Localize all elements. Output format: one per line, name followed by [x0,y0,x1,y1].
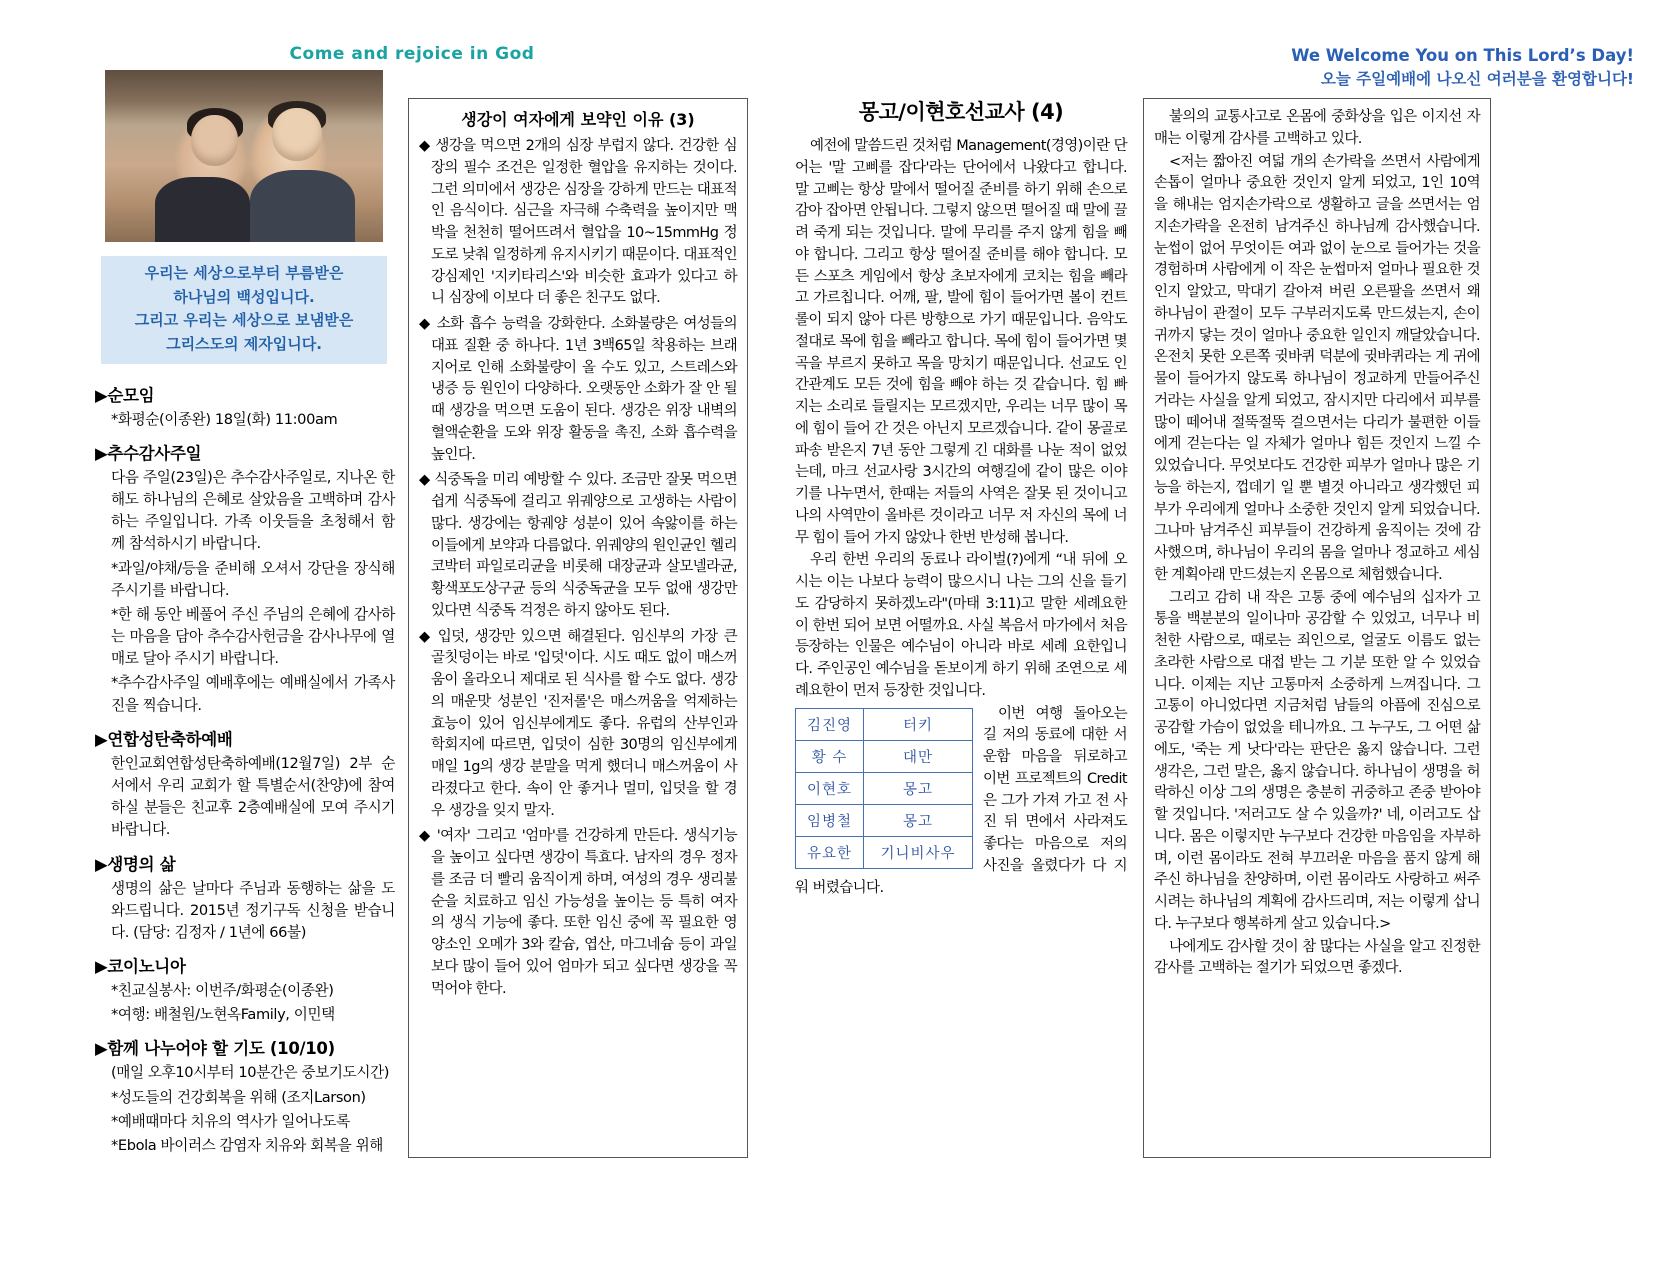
missionary-name: 김진영 [796,708,864,740]
missionary-country: 몽고 [864,772,973,804]
announcement-title: ▶생명의 삶 [95,854,176,874]
announcement-line: *Ebola 바이러스 감염자 치유와 회복을 위해 [111,1136,383,1154]
table-row [796,708,973,740]
missionary-name: 이현호 [796,772,864,804]
announcement-title: ▶코이노니아 [95,957,186,977]
banner-right [1214,44,1634,90]
welcome-line-ko: 오늘 주일예배에 나오신 여러분을 환영합니다! [1320,69,1634,88]
article-ginger-paragraph: ◆ '여자' 그리고 '엄마'를 건강하게 만든다. 생식기능을 높이고 싶다면 생강이 특효다. 남자의 경우 정자를 조금 더 빨리 움직이게 하며, 여성의 경우 생리불순을 치료하고 임신 가능성을 높이는 등 특히 여자의 생식 기능에 좋다. 또한 임신 중에 꼭 필요한 영양소인 오메가 3와 칼슘, 엽산, 마그네슘 등이 과일보다 많이 들어 있어 엄마가 되고 싶다면 생강을 꼭 먹어야 한다. [419,828,737,997]
article-testimony-paragraph: <저는 짧아진 여덟 개의 손가락을 쓰면서 사람에게 손톱이 얼마나 중요한 것인지 알게 되었고, 1인 10역을 해내는 엄지손가락으로 생활하고 글을 쓰면서는 엄지손가락을 온전히 남겨주신 하나님께 감사했습니다. 눈썹이 없어 무엇이든 여과 없이 눈으로 들어가는 것을 경험하며 사람에게 이 작은 눈썹마저 얼마나 필요한 것인지 알았고, 막대기 갈아져 버린 오른팔을 쓰면서 왜 하나님이 관절이 모두 구부러지도록 만드셨는지, 손이 귀까지 닿는 것이 얼마나 중요한 일인지 깨달았습니다. 온전치 못한 오른쪽 귓바퀴 덕분에 귓바퀴라는 게 귀에 물이 들어가지 않도록 하나님이 정교하게 만들어주신 거라는 사실을 알게 되었고, 잠시지만 다리에서 피부를 많이 떼어내 절뚝절뚝 걸으면서는 다리가 불편한 이들에게 걷는다는 일 자체가 얼마나 힘든 것인지 느낄 수 있었습니다. 무엇보다도 건강한 피부가 얼마나 많은 기능을 하는지, 껍데기 일 뿐 별것 아니라고 생각했던 피부가 우리에게 얼마나 소중한 것인지 알게 되었습니다. 그나마 남겨주신 피부들이 건강하게 움직이는 것에 감사했으며, 하나님이 우리의 몸을 얼마나 정교하고 세심한 계획아래 만드셨는지 온몸으로 체험했습니다. [1154,153,1480,583]
announcement-item [95,382,395,431]
announcement-body [111,878,395,945]
verse-line-4: 그리스도의 제자입니다. [166,335,322,354]
missionary-name: 황 수 [796,740,864,772]
announcement-line: (매일 오후10시부터 10분간은 중보기도시간) [111,1064,390,1082]
announcement-line: *성도들의 건강회복을 위해 (조지Larson) [111,1088,366,1106]
announcement-body [111,753,395,842]
article-testimony-paragraph: 그리고 감히 내 작은 고통 중에 예수님의 십자가 고통을 백분분의 일이나마 공감할 수 있었고, 너무나 비천한 사람으로, 때로는 죄인으로, 얼굴도 이름도 없는 초라한 사람으로 대접 받는 그 기분 또한 알 수 있었습니다. 이제는 지난 고통마저 소중하게 느껴집니다. 그 고통이 아니었다면 지금처럼 남들의 아픔에 진심으로 공감할 가슴이 없었을 테니까요. 그 누구도, 그 어떤 삶에도, '죽는 게 낫다'라는 판단은 옳지 않습니다. 그런 생각은, 그런 말은, 옳지 않습니다. 하나님이 생명을 허락하신 이상 그의 생명은 충분히 귀중하고 존중 받아야 할 것입니다. '저러고도 살 수 있을까?' 네, 이러고도 삽니다. 몸은 이렇지만 누구보다 건강한 마음임을 자부하며, 이런 몸이라도 전혀 부끄러운 마음을 품지 않게 해주신 하나님을 찬양하며, 이런 몸이라도 사랑하고 써주시려는 하나님의 계획에 감사드리며, 저는 이렇게 삽니다. 누구보다 행복하게 살고 있습니다.> [1154,589,1480,932]
announcement-item [95,851,395,945]
announcement-item [95,440,395,717]
announcement-title: ▶추수감사주일 [95,443,202,463]
couple-photo [105,70,383,242]
announcement-body [111,467,395,717]
announcement-line: *여행: 배철원/노현옥Family, 이민택 [111,1006,335,1024]
announcement-title: ▶함께 나누어야 할 기도 (10/10) [95,1039,335,1059]
announcement-item [95,1035,395,1157]
missionary-country: 터키 [864,708,973,740]
announcement-title: ▶순모임 [95,385,155,405]
announcement-line: *한 해 동안 베풀어 주신 주님의 은혜에 감사하는 마음을 담아 추수감사헌금을 감사나무에 열매로 달아 주시기 바랍니다. [111,605,395,668]
mission-statement-box [101,256,387,364]
announcement-body [111,1062,395,1157]
article-ginger-title: 생강이 여자에게 보약인 이유 (3) [461,110,695,129]
article-ginger-paragraph: ◆ 입덧, 생강만 있으면 해결된다. 임신부의 가장 큰 골칫덩이는 바로 '입덧'이다. 시도 때도 없이 매스꺼움이 올라오니 제대로 된 식사를 할 수도 없다. 생강의 매운맛 성분인 '진저롤'은 매스꺼움을 억제하는 효능이 있어 임신부에게도 좋다. 유럽의 산부인과 학회지에 따르면, 입덧이 심한 30명의 임신부에게 매일 1g의 생강 분말을 먹게 했더니 매스꺼움이 사라졌다고 한다. 속이 안 좋거나 멀미, 입덧을 할 경우 생강을 잊지 말자. [419,628,737,819]
announcement-line: *예배때마다 치유의 역사가 일어나도록 [111,1112,350,1130]
article-mongolia-paragraph: 이번 여행 돌아오는 길 저의 동료에 대한 서운함 마음을 뒤로하고 이번 프로젝트의 Credit은 그가 가져 가고 전 사진 뒤 면에서 사라져도 좋다는 마음으로 저의 사진을 올렸다가 다 지워 버렸습니다. [795,705,1127,896]
verse-line-1: 우리는 세상으로부터 부름받은 [144,264,344,282]
article-ginger-paragraph: ◆ 소화 흡수 능력을 강화한다. 소화불량은 여성들의 대표 질환 중 하나다. 1년 3백65일 착용하는 브래지어로 인해 소화불량이 올 수도 있고, 스트레스와 냉증 등 원인이 다양하다. 오랫동안 소화가 잘 안 될 때 생강을 먹으면 도움이 된다. 생강은 위장 내벽의 혈액순환을 도와 위장 활동을 촉진, 소화 흡수력을 높인다. [419,316,737,463]
article-testimony-paragraph: 불의의 교통사고로 온몸에 중화상을 입은 이지선 자매는 이렇게 감사를 고백하고 있다. [1154,109,1480,147]
announcement-line: *추수감사주일 예배후에는 예배실에서 가족사진을 찍습니다. [111,674,395,714]
announcement-item [95,726,395,842]
announcement-item [95,953,395,1026]
announcement-line: 한인교회연합성탄축하예배(12월7일) 2부 순서에서 우리 교회가 할 특별순서(찬양)에 참여하실 분들은 친교후 2층예배실에 모여 주시기 바랍니다. [111,754,395,839]
banner-left: Come and rejoice in God [289,44,535,64]
table-row [796,804,973,836]
credit-section [795,704,1127,901]
table-row [796,740,973,772]
announcement-body [111,980,395,1026]
missionary-table [795,708,973,869]
verse-line-2: 하나님의 백성입니다. [173,287,315,306]
article-ginger-paragraph: ◆ 식중독을 미리 예방할 수 있다. 조금만 잘못 먹으면 쉽게 식중독에 걸리고 위궤양으로 고생하는 사람이 많다. 생강에는 항궤양 성분이 있어 속앓이를 하는 이들에게 보약과 다름없다. 위궤양의 원인균인 헬리코박터 파일로리균을 비롯해 대장균과 살모넬라균, 황색포도상구균 등의 식중독균을 모두 없애 생강만 있다면 식중독 걱정은 하지 않아도 된다. [419,472,737,619]
left-column [95,70,395,1159]
article-mongolia-title: 몽고/이현호선교사 (4) [858,100,1064,124]
table-row [796,772,973,804]
announcement-list [95,382,395,1157]
announcement-line: *화평순(이종완) 18일(화) 11:00am [111,410,338,428]
missionary-country: 대만 [864,740,973,772]
table-row [796,836,973,868]
announcement-title: ▶연합성탄축하예배 [95,729,233,749]
missionary-name: 임병철 [796,804,864,836]
announcement-line: 생명의 삶은 날마다 주님과 동행하는 삶을 도와드립니다. 2015년 정기구독 신청을 받습니다. (담당: 김정자 / 1년에 66불) [111,879,395,941]
verse-line-3: 그리고 우리는 세상으로 보냄받은 [134,311,354,330]
article-ginger [408,98,748,1158]
welcome-line-en: We Welcome You on This Lord’s Day! [1291,46,1634,65]
article-testimony-paragraph: 나에게도 감사할 것이 참 많다는 사실을 알고 진정한 감사를 고백하는 절기가 되었으면 좋겠다. [1154,938,1480,977]
announcement-line: *친교실봉사: 이번주/화평순(이종완) [111,982,334,1000]
article-testimony [1143,98,1491,1158]
announcement-line: 다음 주일(23일)은 추수감사주일로, 지나온 한 해도 하나님의 은혜로 살았음을 고백하며 감사하는 주일입니다. 가족 이웃들을 초청해서 함께 참석하시기 바랍니다. [111,468,395,553]
article-mongolia-paragraph: 우리 한번 우리의 동료나 라이벌(?)에게 “내 뒤에 오시는 이는 나보다 능력이 많으시니 나는 그의 신을 들기도 감당하지 못하겠노라"(마태 3:11)고 말한 세례요한이 한번 되어 보면 어떨까요. 사실 복음서 마가에서 처음 등장하는 인물은 예수님이 아니라 바로 세례 요한입니다. 주인공인 예수님을 돋보이게 하기 위해 조연으로 세례요한이 먼저 등장한 것입니다. [795,552,1127,699]
article-mongolia-paragraph: 예전에 말씀드린 것처럼 Management(경영)이란 단어는 '말 고삐를 잡다'라는 단어에서 나왔다고 합니다. 말 고삐는 항상 말에서 떨어질 준비를 하기 위해 손으로 감아 잡아면 안됩니다. 그렇지 않으면 떨어질 때 말에 끌려 죽게 되는 것입니다. 말에 무리를 주지 않게 힘을 빼야 합니다. 그리고 항상 떨어질 준비를 해야 합니다. 모든 스포츠 게임에서 항상 초보자에게 코치는 힘을 빼라고 가르칩니다. 어깨, 팔, 발에 힘이 들어가면 볼이 컨트롤이 되지 않아 다른 방향으로 가기 때문입니다. 음악도 절대로 목에 힘을 빼라고 합니다. 목에 힘이 들어가면 몇 곡을 부르지 못하고 목을 망치기 때문입니다. 선교도 인간관계도 모든 것에 힘을 빼야 하는 것 같습니다. 힘 빠지는 소리로 들릴지는 모르겠지만, 우리는 너무 많이 목에 힘이 들어 간 것은 아닌지 모르겠습니다. 같이 몽골로 파송 받은지 7년 동안 그렇게 긴 대화를 나눈 적이 없었는데, 마크 선교사랑 3시간의 여행길에 같이 많은 이야기를 나누면서, 한때는 저들의 사역은 잘못 된 것이니고 나의 사역만이 올바른 것이라고 너무 저 자신의 목에 너무 힘이 들어 가지 않았나 한번 반성해 봅니다. [795,138,1127,546]
missionary-name: 유요한 [796,836,864,868]
announcement-body [111,409,395,431]
missionary-country: 기니비사우 [864,836,973,868]
missionary-country: 몽고 [864,804,973,836]
article-ginger-paragraph: ◆ 생강을 먹으면 2개의 심장 부럽지 않다. 건강한 심장의 필수 조건은 일정한 혈압을 유지하는 것이다. 그런 의미에서 생강은 심장을 강하게 만드는 대표적인 음식이다. 심근을 자극해 수축력을 높이지만 맥박을 천천히 떨어뜨려서 혈압을 10~15mmHg 정도로 낮춰 일정하게 유지시키기 때문이다. 대표적인 강심제인 '지키타리스'와 비슷한 효과가 있다고 하니 심장에 이보다 더 좋은 친구도 없다. [419,138,737,307]
article-mongolia [795,96,1127,900]
announcement-line: *과일/야채/등을 준비해 오셔서 강단을 장식해 주시기를 바랍니다. [111,559,395,599]
